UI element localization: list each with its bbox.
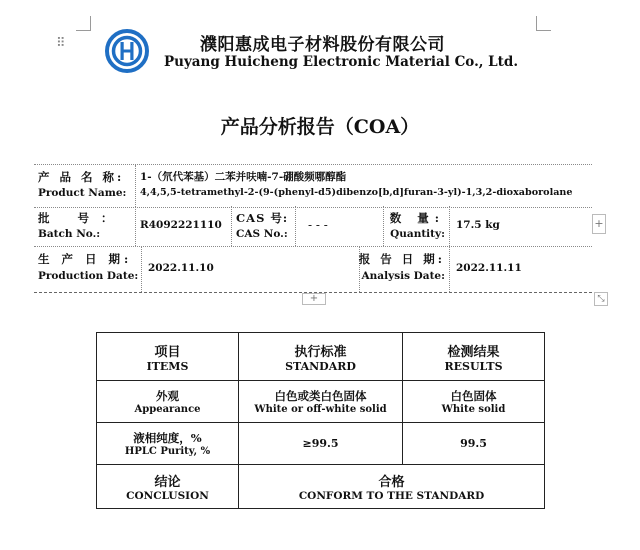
results-table: [96, 332, 545, 509]
header-items: [97, 333, 239, 381]
analysis-date-value-cell: [450, 246, 592, 292]
add-row-button[interactable]: +: [302, 293, 326, 305]
product-name-value-cell: [136, 165, 592, 207]
appearance-item-cell: [97, 381, 239, 423]
info-row-dates: [34, 246, 592, 293]
cas-value-cell: [296, 206, 384, 246]
quantity-label-cell: [384, 206, 450, 246]
header-results-cn: 检测结果: [447, 344, 500, 360]
conclusion-label-en: CONCLUSION: [126, 490, 209, 502]
table-row: [97, 381, 545, 423]
header-results-en: RESULTS: [444, 359, 503, 373]
analysis-date-value: 2022.11.11: [456, 262, 522, 274]
company-logo: [104, 28, 150, 74]
appearance-standard-cn: 白色或类白色固体: [274, 389, 367, 403]
product-name-label-en: Product Name:: [38, 187, 127, 199]
purity-item-cell: [97, 423, 239, 465]
analysis-date-label-en: Analysis Date:: [361, 270, 445, 282]
table-row: [97, 423, 545, 465]
appearance-standard-en: White or off-white solid: [254, 404, 387, 415]
quantity-value: 17.5 kg: [456, 219, 500, 231]
production-date-value-cell: [142, 246, 360, 292]
quantity-label-en: Quantity:: [390, 228, 445, 240]
drag-handle-icon[interactable]: ⠿: [56, 36, 65, 51]
info-row-product: [34, 164, 592, 208]
cas-value: - - -: [308, 218, 328, 232]
header-standard: [239, 333, 403, 381]
add-column-button[interactable]: +: [592, 214, 606, 234]
conclusion-value-cn: 合格: [378, 475, 405, 490]
conclusion-value-en: CONFORM TO THE STANDARD: [298, 490, 485, 502]
purity-standard: ≥99.5: [302, 437, 339, 450]
production-date-label-en: Production Date:: [38, 270, 139, 282]
purity-standard-cell: [239, 423, 403, 465]
product-name-label-cn: 产 品 名 称:: [38, 170, 125, 184]
product-name-en: 4,4,5,5-tetramethyl-2-(9-(phenyl-d5)dibenzo[b,d]furan-3-yl)-1,3,2-dioxaborolane: [140, 187, 573, 198]
batch-label-en: Batch No.:: [38, 228, 101, 240]
analysis-date-label-cell: [360, 246, 450, 292]
company-name-cn: 濮阳惠成电子材料股份有限公司: [200, 35, 445, 55]
appearance-item-cn: 外观: [156, 389, 179, 403]
analysis-date-label-cn: 报 告 日 期:: [358, 252, 445, 266]
appearance-result-en: White solid: [441, 404, 506, 415]
purity-result-cell: [403, 423, 545, 465]
header-items-en: ITEMS: [146, 359, 189, 373]
cas-label-cell: [232, 206, 296, 246]
production-date-value: 2022.11.10: [148, 262, 214, 274]
crop-mark-top-right: [536, 16, 551, 31]
table-resize-handle-icon[interactable]: ⤡: [594, 292, 608, 306]
crop-mark-top-left: [76, 16, 91, 31]
results-header-row: [97, 333, 545, 381]
conclusion-label-cn: 结论: [154, 475, 181, 490]
product-name-cn: 1-（氘代苯基）二苯并呋喃-7-硼酸频哪醇酯: [140, 171, 347, 183]
conclusion-label-cell: [97, 465, 239, 509]
product-name-label-cell: [34, 165, 136, 207]
quantity-value-cell: [450, 206, 592, 246]
production-date-label-cn: 生 产 日 期:: [38, 252, 133, 266]
purity-item-en: HPLC Purity, %: [124, 446, 211, 457]
purity-result: 99.5: [460, 437, 487, 450]
appearance-standard-cell: [239, 381, 403, 423]
document-title: 产品分析报告（COA）: [220, 116, 420, 138]
header-results: [403, 333, 545, 381]
info-row-batch: [34, 206, 592, 247]
header-items-cn: 项目: [154, 344, 181, 360]
batch-value: R4092221110: [140, 219, 222, 231]
header-standard-en: STANDARD: [285, 359, 356, 373]
cas-label-en: CAS No.:: [236, 228, 288, 240]
appearance-result-cell: [403, 381, 545, 423]
purity-item-cn: 液相纯度，%: [133, 431, 202, 445]
company-name-en: Puyang Huicheng Electronic Material Co., Ltd.: [164, 54, 519, 70]
batch-label-cell: [34, 206, 136, 246]
batch-value-cell: [136, 206, 232, 246]
conclusion-value-cell: [239, 465, 545, 509]
batch-label-cn: 批 号：: [38, 211, 125, 225]
appearance-item-en: Appearance: [134, 404, 201, 415]
cas-label-cn: CAS 号:: [236, 211, 289, 225]
quantity-label-cn: 数 量:: [389, 211, 445, 225]
conclusion-row: [97, 465, 545, 509]
header-standard-cn: 执行标准: [294, 344, 347, 360]
production-date-label-cell: [34, 246, 142, 292]
appearance-result-cn: 白色固体: [450, 389, 497, 403]
